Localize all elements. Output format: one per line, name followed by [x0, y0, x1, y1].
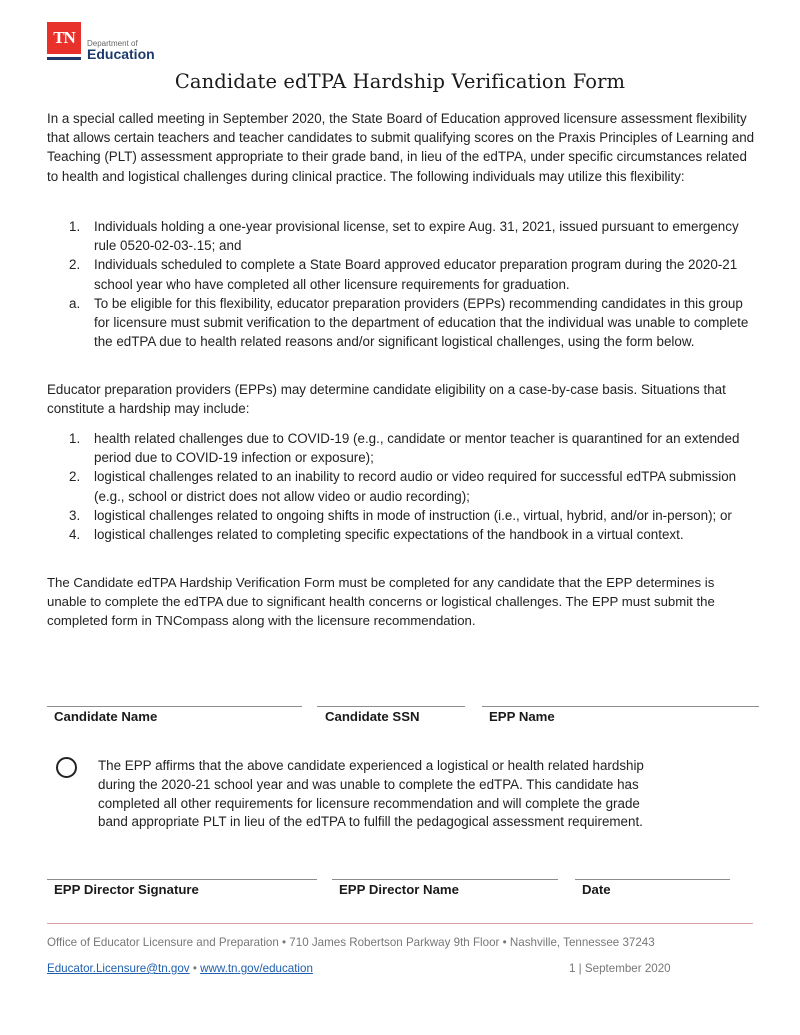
- link-separator: •: [189, 962, 201, 975]
- list-item-text: Individuals scheduled to complete a State Board approved educator preparation program during the 2020-21 school year who have completed all other licensure requirements for graduation.: [94, 257, 738, 292]
- epp-name-label: EPP Name: [489, 709, 555, 724]
- instructions-paragraph: The Candidate edTPA Hardship Verification Form must be completed for any candidate that the EPP determines is unable to complete the edTPA due to significant health concerns or logistical challenges. The EPP must submit the completed form in TNCompass along with the licensure recommendation.: [47, 575, 715, 628]
- director-name-label: EPP Director Name: [339, 882, 459, 897]
- logo-education-text: Education: [87, 46, 155, 62]
- affirmation-text: The EPP affirms that the above candidate experienced a logistical or health related hardship during the 2020-21 school year and was unable to complete the edTPA. This candidate has completed all other requirements for licensure recommendation and will complete the grade band appropriate PLT in lieu of the edTPA to fulfill the pedagogical assessment requirement.: [98, 758, 644, 830]
- list-number: 1.: [69, 219, 81, 234]
- list-item-text: health related challenges due to COVID-19 (e.g., candidate or mentor teacher is quarantined for an extended period due to COVID-19 infection or exposure);: [94, 431, 740, 466]
- sub-list-item-text: To be eligible for this flexibility, educator preparation providers (EPPs) recommending candidates in this group for licensure must submit verification to the department of education that the individual was unable to complete the edTPA due to health related reasons and/or significant logistical challenges, using the form below.: [94, 295, 749, 350]
- hardship-situations-list: [47, 429, 757, 544]
- date-label: Date: [582, 882, 611, 897]
- hardship-paragraph: Educator preparation providers (EPPs) may determine candidate eligibility on a case-by-case basis. Situations that constitute a hardship may include:: [47, 382, 726, 417]
- list-item: [47, 217, 757, 255]
- footer-address: Office of Educator Licensure and Preparation • 710 James Robertson Parkway 9th Floor • Nashville, Tennessee 37243: [47, 936, 655, 949]
- footer-links: [47, 962, 313, 975]
- tn-doe-logo: [47, 22, 157, 62]
- list-item-text: logistical challenges related to completing specific expectations of the handbook in a virtual context.: [94, 527, 684, 543]
- page-number-date: 1 | September 2020: [569, 962, 671, 975]
- list-item-text: logistical challenges related to ongoing shifts in mode of instruction (i.e., virtual, hybrid, and/or in-person); or: [94, 507, 732, 523]
- tn-badge-icon: TN: [47, 22, 81, 54]
- list-number: 2.: [69, 257, 81, 273]
- epp-name-field[interactable]: [482, 706, 759, 707]
- intro-paragraph: In a special called meeting in September 2020, the State Board of Education approved licensure assessment flexibility that allows certain teachers and teacher candidates to submit qualifying scores on the Praxis Principles of Learning and Teaching (PLT) assessment appropriate to their grade band, in lieu of the edTPA, under specific circumstances related to health and logistical challenges during clinical practice. The following individuals may utilize this flexibility:: [47, 111, 755, 184]
- director-name-field[interactable]: [332, 879, 558, 880]
- list-item: [47, 525, 757, 544]
- list-item: [47, 429, 757, 467]
- list-number: 2.: [69, 469, 81, 485]
- director-signature-field[interactable]: [47, 879, 317, 880]
- page-title: Candidate edTPA Hardship Verification Form: [174, 70, 626, 93]
- candidate-name-label: Candidate Name: [54, 709, 158, 724]
- list-item-text: Individuals holding a one-year provisional license, set to expire Aug. 31, 2021, issued pursuant to emergency rule 0520-02-03-.15; and: [94, 219, 739, 254]
- list-item: [47, 467, 757, 505]
- list-item: [47, 506, 757, 525]
- affirmation-radio[interactable]: [56, 757, 77, 778]
- candidate-name-field[interactable]: [47, 706, 302, 707]
- website-link[interactable]: www.tn.gov/education: [200, 962, 313, 975]
- candidate-ssn-field[interactable]: [317, 706, 465, 707]
- eligible-individuals-list: [47, 217, 757, 351]
- logo-underline: [47, 57, 81, 60]
- email-link[interactable]: Educator.Licensure@tn.gov: [47, 962, 190, 975]
- candidate-ssn-label: Candidate SSN: [325, 709, 420, 724]
- list-number: 4.: [69, 527, 81, 543]
- list-item: [47, 255, 757, 293]
- sub-list-item: [47, 294, 757, 352]
- date-field[interactable]: [575, 879, 730, 880]
- list-number: 1.: [69, 431, 81, 446]
- sub-list-letter: a.: [69, 295, 81, 311]
- director-signature-label: EPP Director Signature: [54, 882, 199, 897]
- list-item-text: logistical challenges related to an inability to record audio or video required for successful edTPA submission (e.g., school or district does not allow video or audio recording);: [94, 469, 737, 504]
- list-number: 3.: [69, 507, 81, 523]
- footer-divider: [47, 923, 753, 924]
- logo-department-text: Department of: [87, 39, 138, 48]
